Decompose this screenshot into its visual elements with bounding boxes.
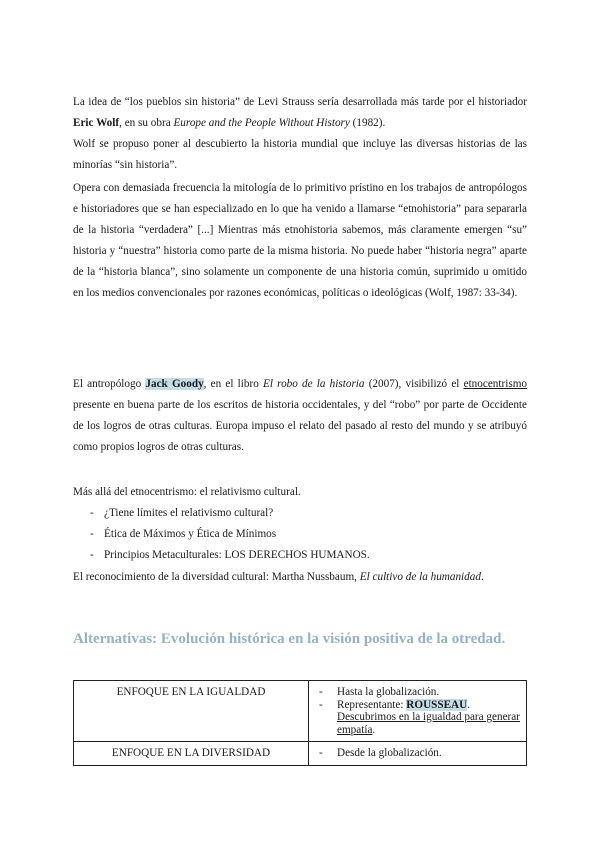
text: , en el libro xyxy=(203,378,263,390)
highlighted-author-name: Jack Goody xyxy=(145,378,204,390)
highlighted-name: ROUSSEAU xyxy=(406,698,468,711)
paragraph-relativism: Más allá del etnocentrismo: el relativismo cultural. xyxy=(73,486,301,498)
underlined-text: Descubrimos en la igualdad para generar empatía xyxy=(337,711,520,736)
list-item-text: ¿Tiene límites el relativismo cultural? xyxy=(104,507,274,519)
list-item-text: Hasta la globalización. xyxy=(337,686,440,698)
paragraph-wolf-intro xyxy=(73,92,527,134)
text: . xyxy=(372,723,376,736)
table-cell-approach: ENFOQUE EN LA IGUALDAD xyxy=(74,681,309,742)
text: presente en buena parte de los escritos de historia occidentales, y del “robo” por parte de Occidente de los logros de otras culturas. Europa impuso el relato del pasado al resto del mundo y se atribuyó como propios logros de otras culturas. xyxy=(73,399,527,453)
table-row xyxy=(74,681,527,742)
underlined-term: etnocentrismo xyxy=(463,378,527,390)
text: La idea de “los pueblos sin historia” de Levi Strauss sería desarrollada más tarde por el historiador xyxy=(73,96,527,108)
cell-list xyxy=(319,686,520,736)
paragraph-wolf-quote: Opera con demasiada frecuencia la mitología de lo primitivo prístino en los trabajos de antropólogos e historiadores que se han especializado en lo que ha venido a llamarse “etnohistoria” para separarla de la historia “verdadera” [...] Mientras más etnohistoria sabemos, más claramente emergen “su” historia y “nuestra” historia como parte de la misma historia. No puede haber “historia negra” aparte de la “historia blanca”, sino solamente un componente de una historia común, suprimido u omitido en los medios convencionales por razones económicas, políticas o ideológicas (Wolf, 1987: 33-34). xyxy=(73,182,527,299)
list-item-text: Ética de Máximos y Ética de Mínimos xyxy=(104,528,277,540)
list-item xyxy=(319,686,520,699)
section-heading: Alternativas: Evolución histórica en la visión positiva de la otredad. xyxy=(73,631,506,647)
table-cell-details xyxy=(309,681,527,742)
book-title: El robo de la historia xyxy=(263,378,365,390)
text: El reconocimiento de la diversidad cultural: Martha Nussbaum, xyxy=(73,571,360,583)
dash-bullet: - xyxy=(319,698,323,711)
bullet-list xyxy=(73,503,527,566)
book-title: Europe and the People Without History xyxy=(173,117,350,129)
paragraph-wolf-purpose: Wolf se propuso poner al descubierto la historia mundial que incluye las diversas historias de las minorías “sin historia”. xyxy=(73,138,527,171)
approaches-table xyxy=(73,680,527,766)
table-cell-approach: ENFOQUE EN LA DIVERSIDAD xyxy=(74,742,309,766)
paragraph-nussbaum xyxy=(73,567,527,588)
list-item xyxy=(73,503,527,524)
dash-bullet: - xyxy=(319,747,323,759)
table-row xyxy=(74,742,527,766)
list-item xyxy=(319,699,520,737)
list-item-text: Principios Metaculturales: LOS DERECHOS HUMANOS. xyxy=(104,549,370,561)
list-item xyxy=(319,747,520,760)
text: El antropólogo xyxy=(73,378,146,390)
paragraph-goody xyxy=(73,374,527,458)
list-item-text: Representante: xyxy=(337,698,407,711)
text: . xyxy=(467,698,471,711)
text: . xyxy=(480,571,484,583)
book-title: El cultivo de la humanidad xyxy=(359,571,481,583)
author-name: Eric Wolf xyxy=(73,117,120,129)
table-cell-details xyxy=(309,742,527,766)
dash-bullet: - xyxy=(319,686,323,698)
text: (2007), visibilizó el xyxy=(364,378,464,390)
list-item xyxy=(73,545,527,566)
dash-bullet: - xyxy=(90,528,94,540)
text: (1982). xyxy=(349,117,386,129)
list-item-text: Desde la globalización. xyxy=(337,747,442,759)
dash-bullet: - xyxy=(90,549,94,561)
text: , en su obra xyxy=(119,117,174,129)
list-item xyxy=(73,524,527,545)
cell-list xyxy=(319,747,520,760)
dash-bullet: - xyxy=(90,507,94,519)
